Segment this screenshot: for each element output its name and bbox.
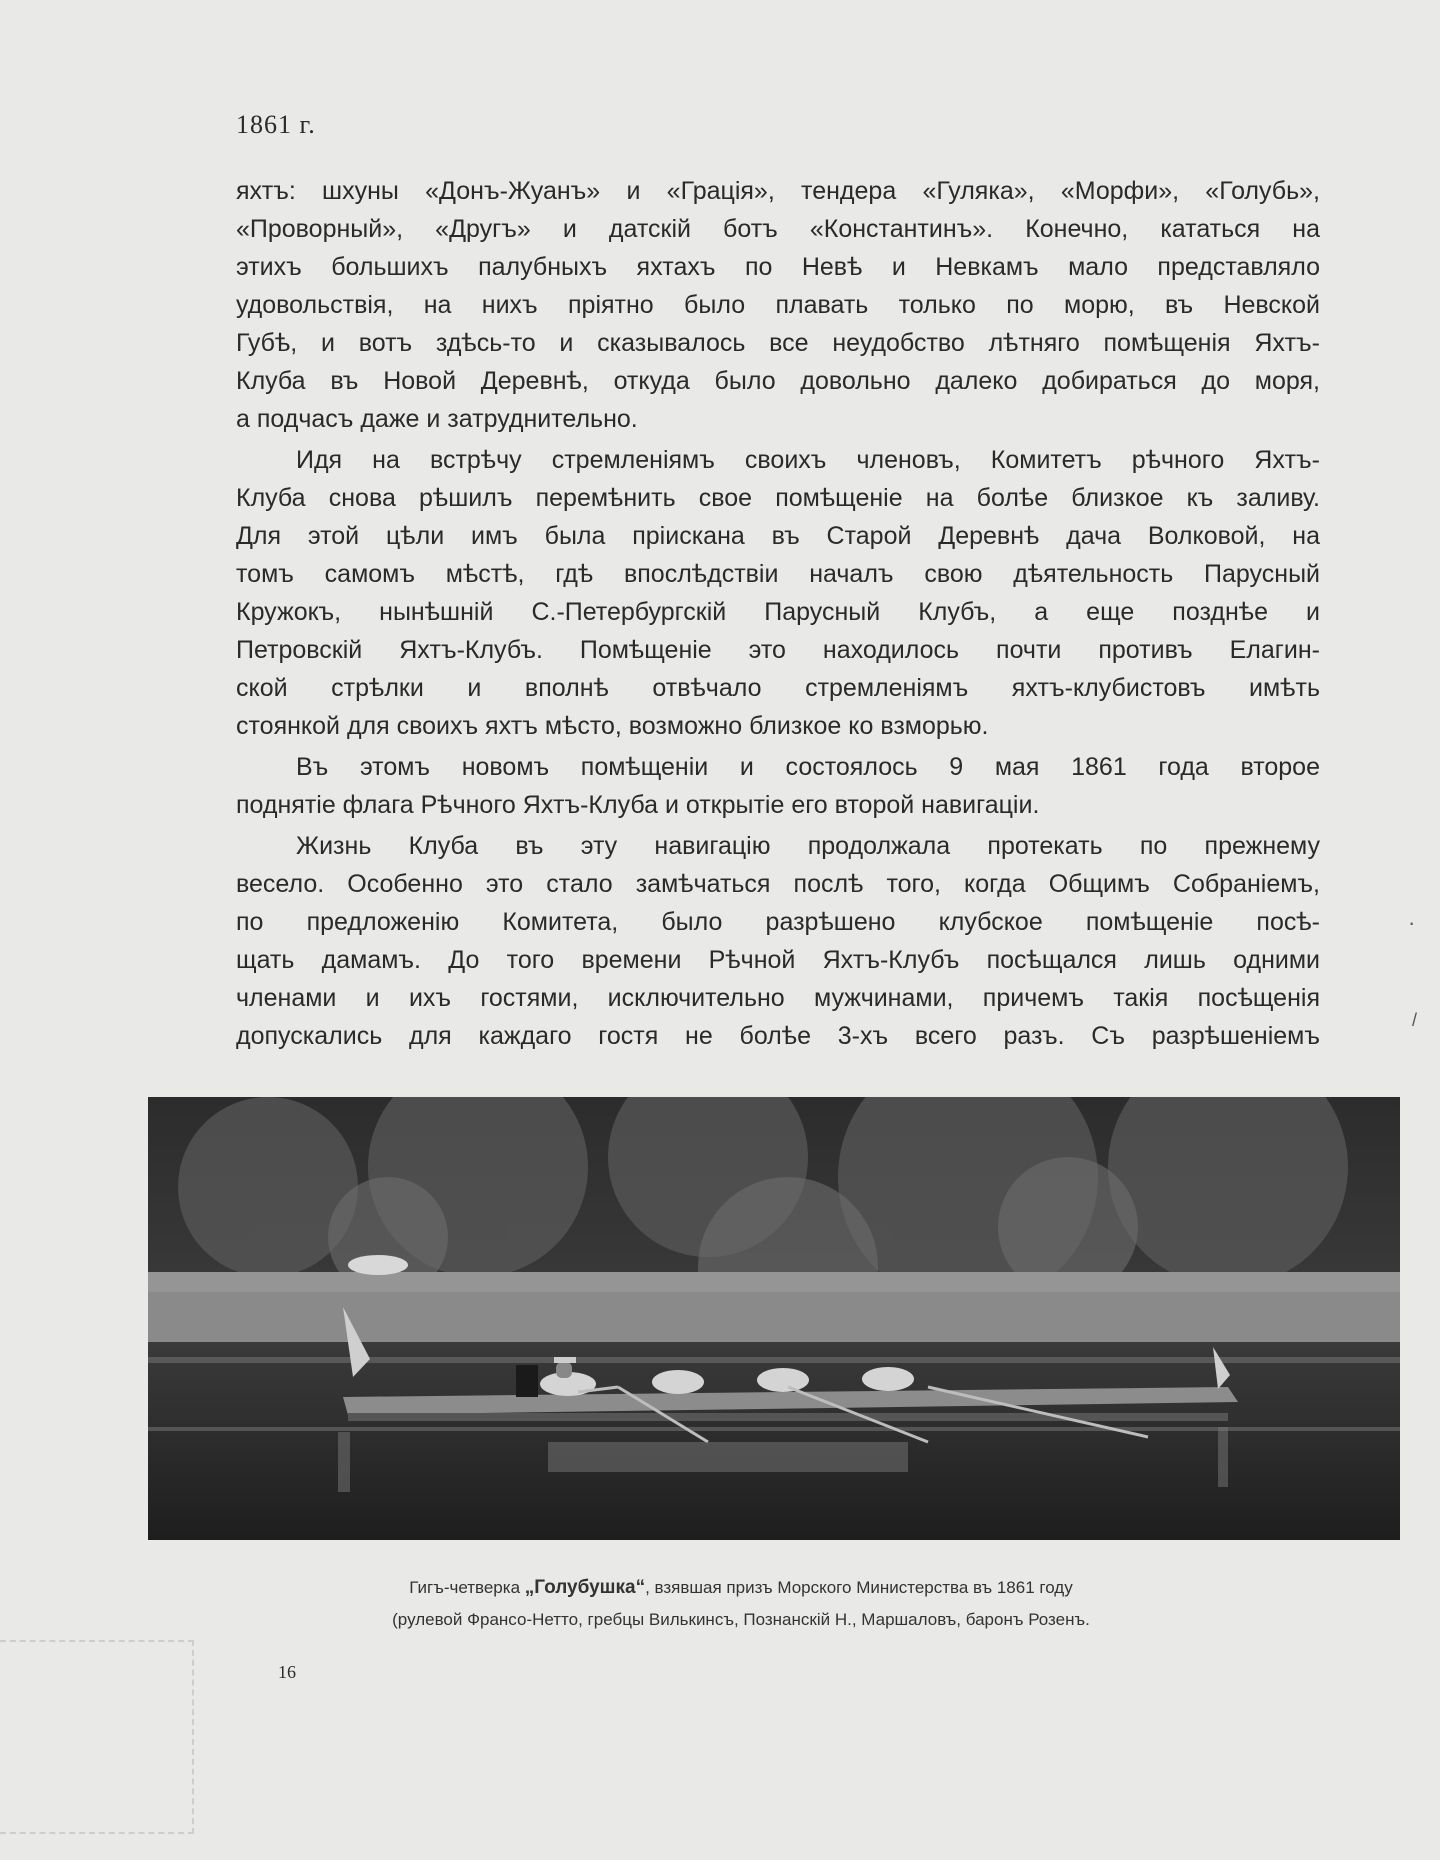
text-line: Губѣ, и вотъ здѣсь-то и сказывалось все неудобство лѣтняго помѣщенiя Яхтъ- — [236, 329, 1320, 357]
text-line: Для этой цѣли имъ была прiискана въ Старой Деревнѣ дача Волковой, на — [236, 522, 1320, 550]
text-line: томъ самомъ мѣстѣ, гдѣ впослѣдствiи началъ свою дѣятельность Парусный — [236, 560, 1320, 588]
text-line: удовольствiя, на нихъ прiятно было плавать только по морю, въ Невской — [236, 291, 1320, 319]
text-line: а подчасъ даже и затруднительно. — [236, 405, 638, 433]
photo-illustration — [148, 1097, 1400, 1540]
text-line: Петровскiй Яхтъ-Клубъ. Помѣщенiе это находилось почти противъ Елагин- — [236, 636, 1320, 664]
text-line: поднятiе флага Рѣчного Яхтъ-Клуба и открытiе его второй навигацiи. — [236, 791, 1040, 819]
paragraph — [236, 748, 1320, 824]
text-line: Клуба снова рѣшилъ перемѣнить свое помѣщенiе на болѣе близкое къ заливу. — [236, 484, 1320, 512]
text-line: членами и ихъ гостями, исключительно мужчинами, причемъ такiя посѣщенiя — [236, 984, 1320, 1012]
text-line: Жизнь Клуба въ эту навигацiю продолжала протекать по прежнему — [296, 832, 1320, 860]
text-line: Клуба въ Новой Деревнѣ, откуда было довольно далеко добираться до моря, — [236, 367, 1320, 395]
text-line: стоянкой для своихъ яхтъ мѣсто, возможно близкое ко взморью. — [236, 712, 989, 740]
library-stamp — [0, 1640, 194, 1834]
caption-line-1: Гигъ-четверка „Голубушка“, взявшая призъ Морского Министерства въ 1861 году — [409, 1577, 1073, 1598]
running-head: 1861 г. — [236, 110, 316, 139]
margin-mark: · — [1408, 910, 1416, 935]
body-text — [236, 172, 1320, 1058]
paragraph — [236, 441, 1320, 745]
paragraph — [236, 172, 1320, 438]
text-line: ской стрѣлки и вполнѣ отвѣчало стремленiямъ яхтъ-клубистовъ имѣть — [236, 674, 1320, 702]
text-line: Въ этомъ новомъ помѣщенiи и состоялось 9 мая 1861 года второе — [296, 753, 1320, 781]
text-line: весело. Особенно это стало замѣчаться послѣ того, когда Общимъ Собранiемъ, — [236, 870, 1320, 898]
page-number: 16 — [278, 1662, 296, 1682]
caption-line-2: (рулевой Франсо-Нетто, гребцы Вилькинсъ, Познанскiй Н., Маршаловъ, баронъ Розенъ. — [392, 1610, 1090, 1629]
text-line: «Проворный», «Другъ» и датскiй ботъ «Константинъ». Конечно, кататься на — [236, 215, 1320, 243]
text-line: по предложенiю Комитета, было разрѣшено клубское помѣщенiе посѣ- — [236, 908, 1320, 936]
text-line: щать дамамъ. До того времени Рѣчной Яхтъ-Клубъ посѣщался лишь одними — [236, 946, 1320, 974]
photograph-rowing-boat — [148, 1097, 1400, 1540]
paragraph — [236, 827, 1320, 1055]
boat-name: „Голубушка“ — [524, 1577, 646, 1598]
text-line: этихъ большихъ палубныхъ яхтахъ по Невѣ и Невкамъ мало представляло — [236, 253, 1320, 281]
text-line: допускались для каждаго гостя не болѣе 3-хъ всего разъ. Съ разрѣшенiемъ — [236, 1022, 1320, 1050]
text-line: Идя на встрѣчу стремленiямъ своихъ членовъ, Комитетъ рѣчного Яхтъ- — [296, 446, 1320, 474]
text-line: яхтъ: шхуны «Донъ-Жуанъ» и «Грацiя», тендера «Гуляка», «Морфи», «Голубь», — [236, 177, 1320, 205]
margin-mark: / — [1412, 1010, 1418, 1030]
photo-caption — [236, 1572, 1246, 1636]
text-line: Кружокъ, нынѣшнiй С.-Петербургскiй Парусный Клубъ, а еще позднѣе и — [236, 598, 1320, 626]
